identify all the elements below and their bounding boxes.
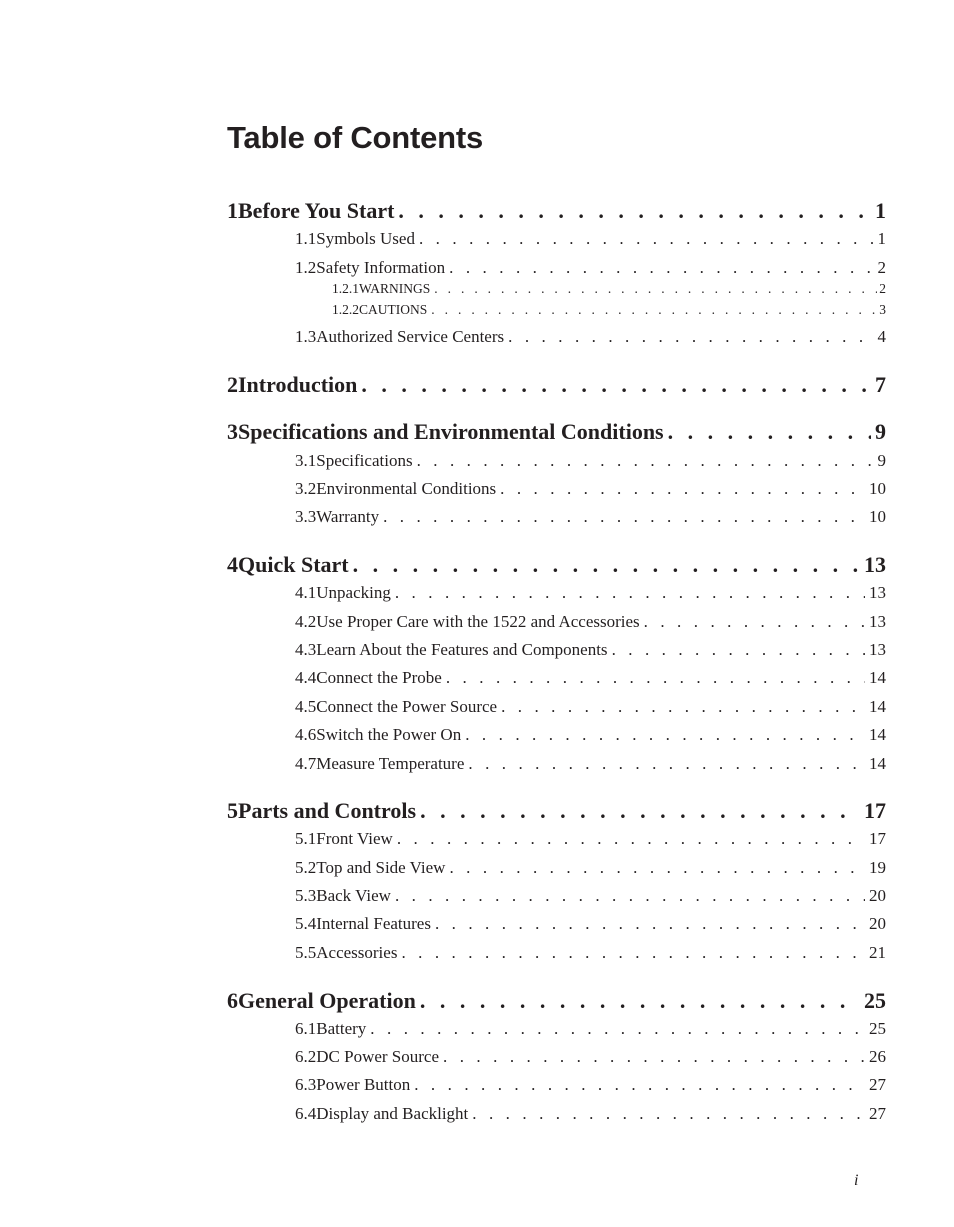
- entry-title: Top and Side View: [316, 858, 446, 877]
- entry-number: 3.2: [295, 479, 317, 498]
- entry-number: 1.2.1: [332, 281, 359, 296]
- entry-page-number: 2: [879, 281, 886, 296]
- toc-section-entry[interactable]: [295, 1019, 886, 1039]
- entry-number: 4: [227, 552, 238, 577]
- entry-number: 6: [227, 988, 238, 1013]
- toc-chapter-entry[interactable]: [227, 198, 886, 224]
- entry-page-number: 27: [869, 1075, 886, 1094]
- entry-title: Quick Start: [238, 552, 349, 577]
- entry-number: 3.3: [295, 507, 317, 526]
- toc-section-entry[interactable]: [295, 858, 886, 878]
- dot-leader: [664, 419, 871, 445]
- toc-subsection-entry[interactable]: [332, 281, 886, 297]
- entry-title: Connect the Probe: [316, 668, 442, 687]
- entry-title: Authorized Service Centers: [316, 327, 505, 346]
- entry-number: 6.4: [295, 1104, 317, 1123]
- entry-number: 4.3: [295, 640, 317, 659]
- entry-title: Unpacking: [316, 583, 391, 602]
- dot-leader: [504, 327, 873, 347]
- dot-leader: [379, 507, 865, 527]
- entry-title: Use Proper Care with the 1522 and Accessories: [316, 612, 640, 631]
- entry-number: 3.1: [295, 451, 317, 470]
- page-title: Table of Contents: [227, 120, 484, 155]
- dot-leader: [410, 1075, 865, 1095]
- toc-section-entry[interactable]: [295, 640, 886, 660]
- entry-page-number: 14: [869, 668, 886, 687]
- entry-number: 6.2: [295, 1047, 317, 1066]
- entry-title: CAUTIONS: [359, 302, 428, 317]
- entry-title: Safety Information: [316, 258, 446, 277]
- entry-number: 1.2.2: [332, 302, 359, 317]
- dot-leader: [349, 552, 860, 578]
- entry-title: Before You Start: [238, 198, 395, 223]
- entry-page-number: 26: [869, 1047, 886, 1066]
- dot-leader: [640, 612, 865, 632]
- entry-number: 1: [227, 198, 238, 223]
- entry-page-number: 25: [869, 1019, 886, 1038]
- dot-leader: [442, 668, 865, 688]
- toc-section-entry[interactable]: [295, 886, 886, 906]
- toc-section-entry[interactable]: [295, 507, 886, 527]
- entry-number: 3: [227, 419, 238, 444]
- entry-title: Warranty: [316, 507, 380, 526]
- entry-number: 4.7: [295, 754, 317, 773]
- entry-number: 5.2: [295, 858, 317, 877]
- toc-section-entry[interactable]: [295, 479, 886, 499]
- entry-number: 5.1: [295, 829, 317, 848]
- dot-leader: [391, 886, 865, 906]
- entry-page-number: 2: [877, 258, 886, 277]
- entry-title: Accessories: [316, 943, 398, 962]
- entry-number: 4.4: [295, 668, 317, 687]
- entry-title: Introduction: [238, 372, 358, 397]
- toc-section-entry[interactable]: [295, 1047, 886, 1067]
- toc-section-entry[interactable]: [295, 1075, 886, 1095]
- toc-section-entry[interactable]: [295, 583, 886, 603]
- dot-leader: [464, 754, 865, 774]
- entry-title: DC Power Source: [316, 1047, 440, 1066]
- entry-page-number: 13: [869, 612, 886, 631]
- dot-leader: [415, 229, 874, 249]
- entry-number: 6.3: [295, 1075, 317, 1094]
- toc-section-entry[interactable]: [295, 697, 886, 717]
- entry-number: 6.1: [295, 1019, 317, 1038]
- toc-section-entry[interactable]: [295, 229, 886, 249]
- entry-number: 4.2: [295, 612, 317, 631]
- entry-title: General Operation: [238, 988, 416, 1013]
- dot-leader: [445, 858, 865, 878]
- toc-section-entry[interactable]: [295, 754, 886, 774]
- toc-chapter-entry[interactable]: [227, 552, 886, 578]
- dot-leader: [608, 640, 865, 660]
- entry-title: Connect the Power Source: [316, 697, 498, 716]
- dot-leader: [391, 583, 865, 603]
- entry-title: Switch the Power On: [316, 725, 462, 744]
- entry-page-number: 17: [864, 798, 886, 823]
- dot-leader: [393, 829, 865, 849]
- dot-leader: [416, 798, 860, 824]
- entry-title: Parts and Controls: [238, 798, 417, 823]
- entry-title: Environmental Conditions: [316, 479, 497, 498]
- entry-title: Specifications and Environmental Conditions: [238, 419, 664, 444]
- entry-title: Front View: [316, 829, 393, 848]
- page-number-footer: i: [854, 1172, 859, 1189]
- entry-number: 4.1: [295, 583, 317, 602]
- entry-number: 1.3: [295, 327, 317, 346]
- entry-number: 5.3: [295, 886, 317, 905]
- toc-section-entry[interactable]: [295, 829, 886, 849]
- toc-section-entry[interactable]: [295, 668, 886, 688]
- entry-page-number: 9: [875, 419, 886, 444]
- entry-title: Display and Backlight: [316, 1104, 469, 1123]
- toc-chapter-entry[interactable]: [227, 419, 886, 445]
- entry-number: 5.4: [295, 914, 317, 933]
- toc-section-entry[interactable]: [295, 914, 886, 934]
- entry-page-number: 21: [869, 943, 886, 962]
- entry-title: WARNINGS: [359, 281, 431, 296]
- entry-page-number: 3: [879, 302, 886, 317]
- toc-chapter-entry[interactable]: [227, 372, 886, 398]
- toc-chapter-entry[interactable]: [227, 798, 886, 824]
- toc-chapter-entry[interactable]: [227, 988, 886, 1014]
- toc-section-entry[interactable]: [295, 451, 886, 471]
- dot-leader: [366, 1019, 865, 1039]
- dot-leader: [416, 988, 860, 1014]
- entry-page-number: 13: [869, 583, 886, 602]
- entry-page-number: 14: [869, 697, 886, 716]
- dot-leader: [496, 479, 865, 499]
- entry-page-number: 25: [864, 988, 886, 1013]
- entry-page-number: 13: [869, 640, 886, 659]
- entry-page-number: 20: [869, 886, 886, 905]
- entry-page-number: 1: [875, 198, 886, 223]
- entry-number: 4.5: [295, 697, 317, 716]
- entry-number: 5.5: [295, 943, 317, 962]
- entry-title: Internal Features: [316, 914, 431, 933]
- dot-leader: [430, 281, 877, 297]
- toc-section-entry[interactable]: [295, 943, 886, 963]
- dot-leader: [468, 1104, 865, 1124]
- entry-page-number: 4: [877, 327, 886, 346]
- dot-leader: [439, 1047, 865, 1067]
- dot-leader: [445, 258, 873, 278]
- entry-number: 2: [227, 372, 238, 397]
- dot-leader: [427, 302, 877, 318]
- entry-page-number: 19: [869, 858, 886, 877]
- toc-section-entry[interactable]: [295, 1104, 886, 1124]
- dot-leader: [397, 943, 865, 963]
- toc-section-entry[interactable]: [295, 258, 886, 278]
- dot-leader: [394, 198, 871, 224]
- toc-section-entry[interactable]: [295, 725, 886, 745]
- entry-page-number: 17: [869, 829, 886, 848]
- entry-title: Measure Temperature: [316, 754, 465, 773]
- entry-page-number: 13: [864, 552, 886, 577]
- entry-number: 4.6: [295, 725, 317, 744]
- entry-title: Power Button: [316, 1075, 411, 1094]
- entry-page-number: 27: [869, 1104, 886, 1123]
- dot-leader: [413, 451, 874, 471]
- dot-leader: [461, 725, 865, 745]
- dot-leader: [497, 697, 865, 717]
- entry-title: Specifications: [316, 451, 413, 470]
- entry-page-number: 10: [869, 507, 886, 526]
- dot-leader: [357, 372, 871, 398]
- entry-title: Battery: [316, 1019, 367, 1038]
- entry-title: Learn About the Features and Components: [316, 640, 608, 659]
- entry-title: Symbols Used: [316, 229, 415, 248]
- dot-leader: [431, 914, 865, 934]
- entry-page-number: 14: [869, 754, 886, 773]
- entry-page-number: 1: [877, 229, 886, 248]
- entry-number: 1.1: [295, 229, 317, 248]
- entry-page-number: 14: [869, 725, 886, 744]
- toc-subsection-entry[interactable]: [332, 302, 886, 318]
- toc-section-entry[interactable]: [295, 327, 886, 347]
- entry-page-number: 7: [875, 372, 886, 397]
- entry-page-number: 10: [869, 479, 886, 498]
- entry-page-number: 9: [877, 451, 886, 470]
- toc-section-entry[interactable]: [295, 612, 886, 632]
- entry-title: Back View: [316, 886, 391, 905]
- entry-number: 5: [227, 798, 238, 823]
- entry-page-number: 20: [869, 914, 886, 933]
- entry-number: 1.2: [295, 258, 317, 277]
